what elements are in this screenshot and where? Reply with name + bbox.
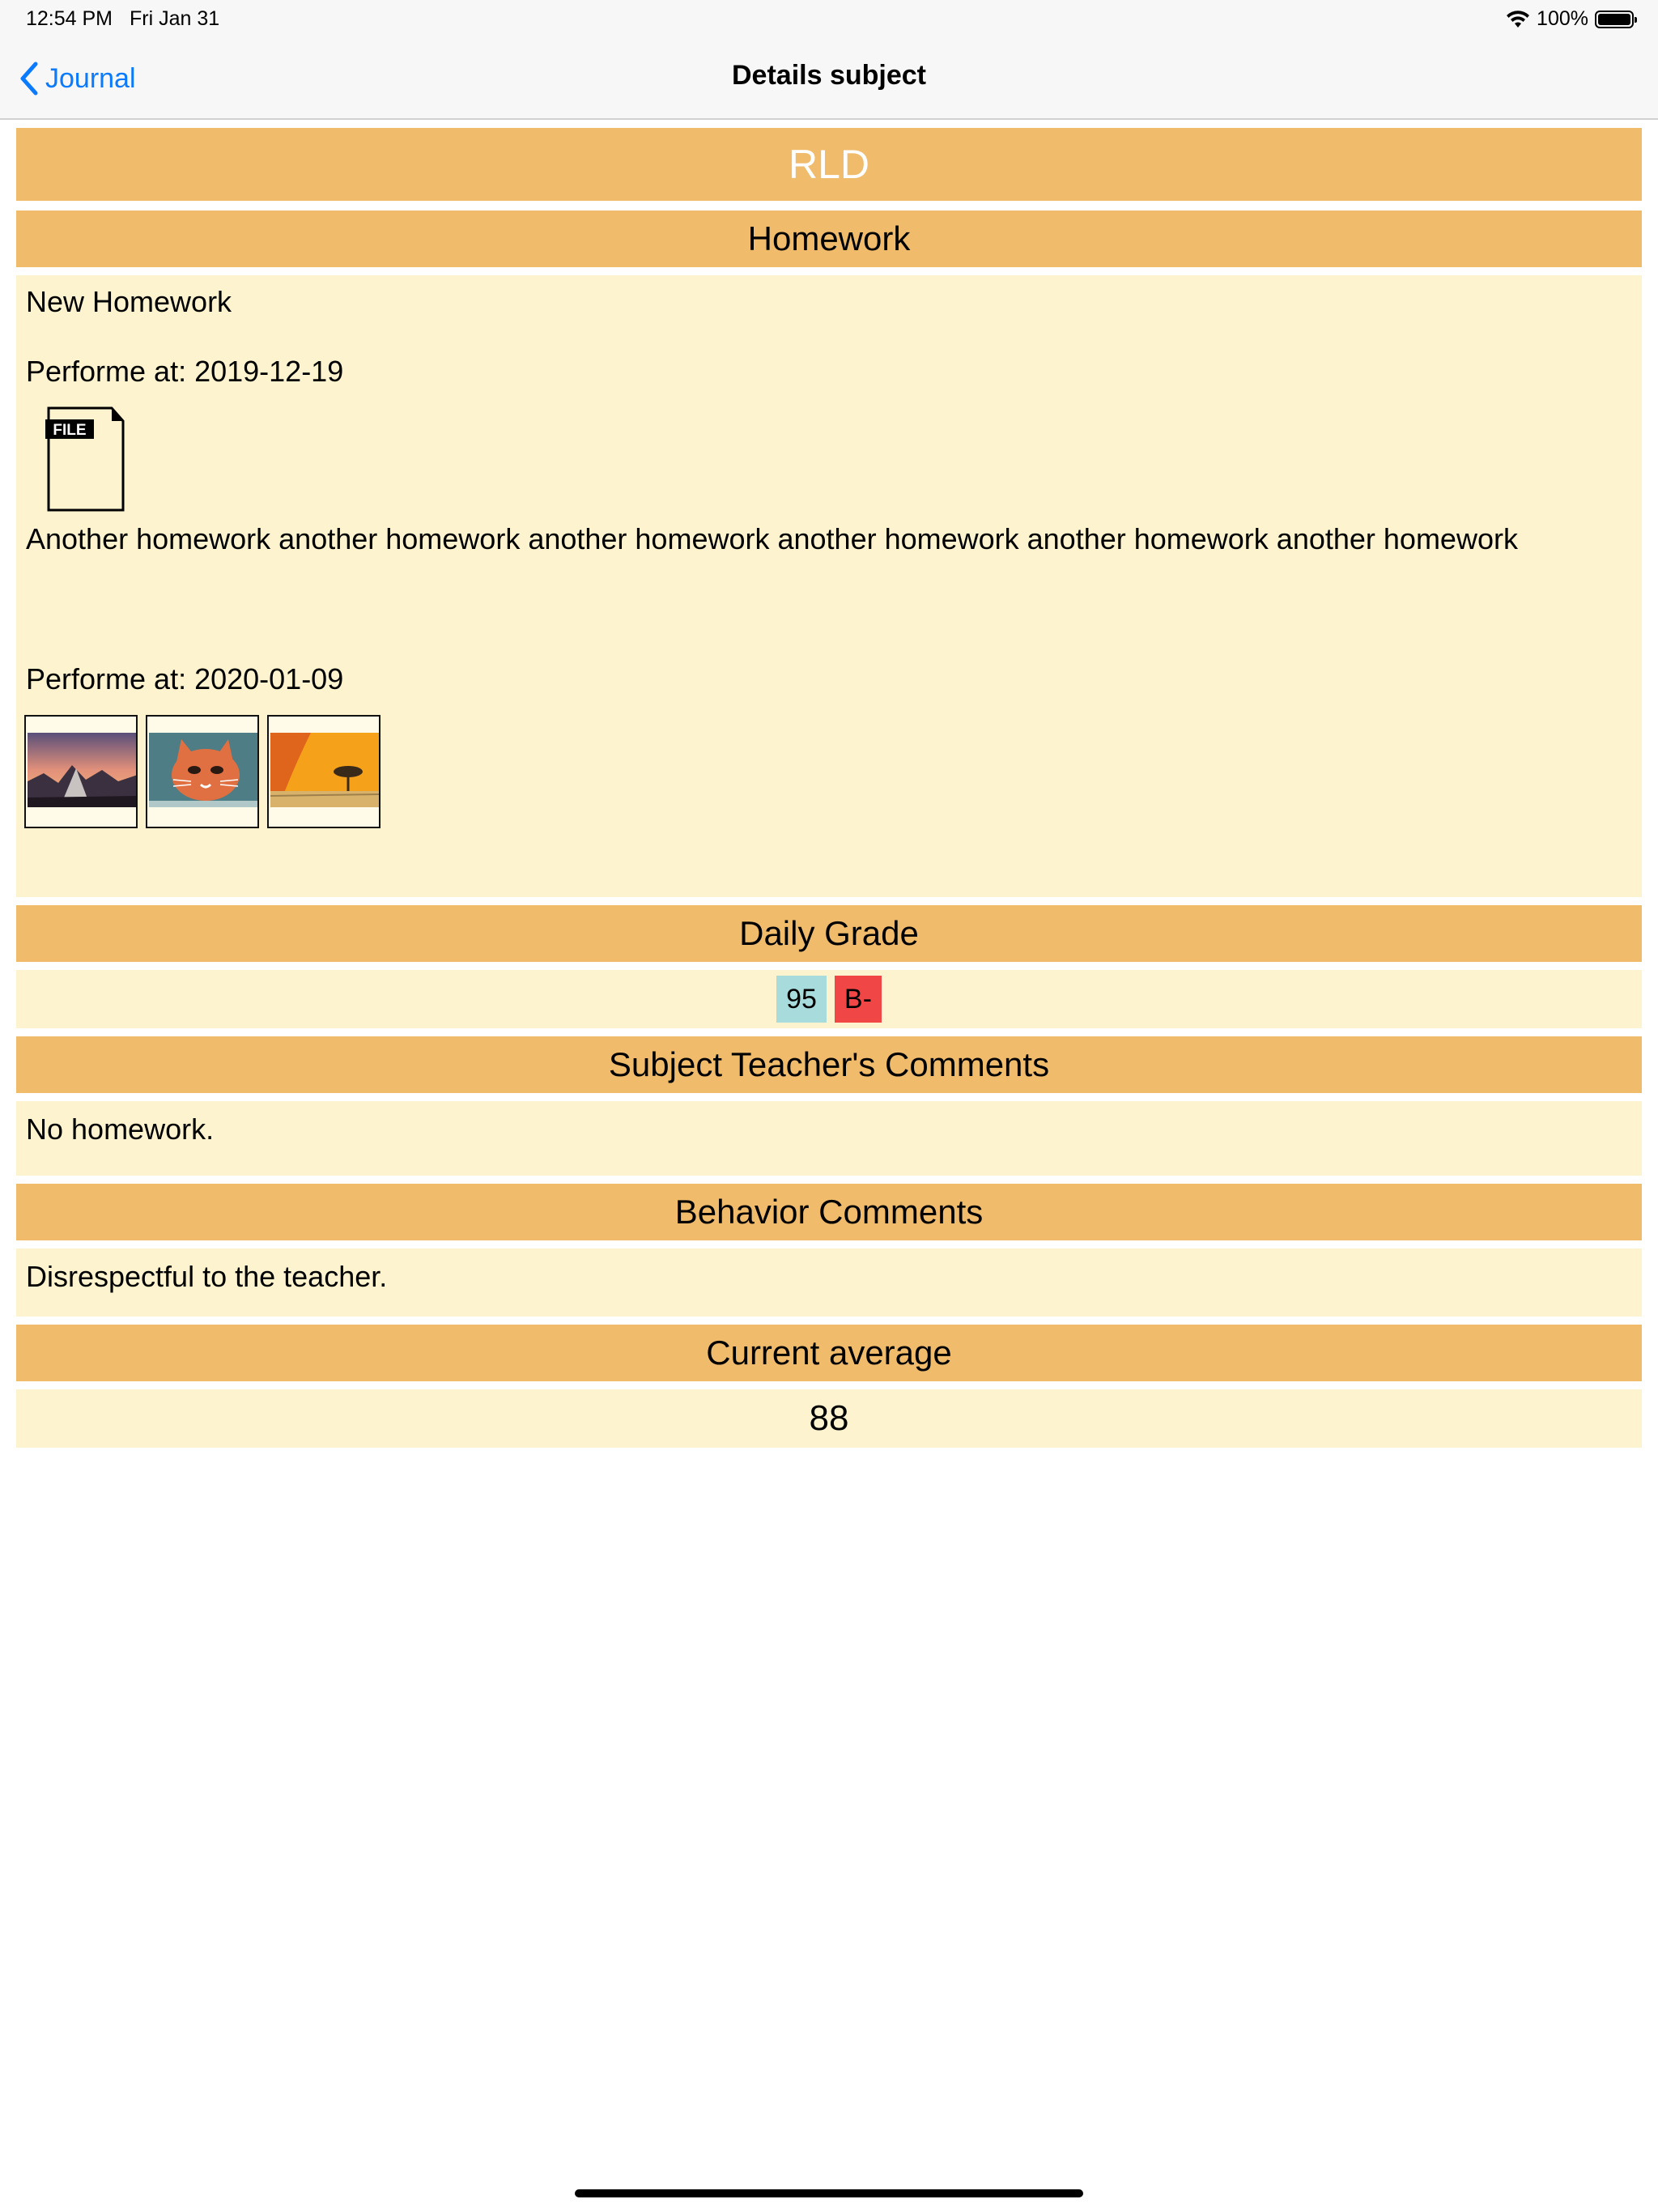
desert-tree-image xyxy=(270,733,380,807)
current-average-panel xyxy=(16,1389,1642,1448)
mountain-sunset-image xyxy=(28,733,138,807)
behavior-comments-header: Behavior Comments xyxy=(16,1184,1642,1240)
battery-percent: 100% xyxy=(1537,7,1588,30)
homework-description: Another homework another homework another homework another homework another homework another homework xyxy=(26,522,1518,555)
behavior-comment-text: Disrespectful to the teacher. xyxy=(26,1260,388,1293)
thumbnail-image[interactable] xyxy=(267,715,380,828)
thumbnail-image[interactable] xyxy=(146,715,259,828)
navigation-bar xyxy=(0,37,1658,120)
teacher-comment-text: No homework. xyxy=(26,1112,215,1146)
current-average-value: 88 xyxy=(809,1398,849,1438)
homework-header: Homework xyxy=(16,211,1642,267)
teacher-comments-panel xyxy=(16,1101,1642,1176)
daily-grade-header: Daily Grade xyxy=(16,905,1642,962)
cat-image xyxy=(149,733,259,807)
behavior-comments-panel xyxy=(16,1249,1642,1317)
teacher-comments-header: Subject Teacher's Comments xyxy=(16,1036,1642,1093)
thumbnail-image[interactable] xyxy=(24,715,138,828)
letter-grade-badge: B- xyxy=(835,976,882,1023)
file-icon xyxy=(45,405,126,513)
subject-details xyxy=(16,128,1642,1448)
wifi-icon xyxy=(1506,10,1530,29)
status-bar xyxy=(0,0,1658,37)
homework-panel xyxy=(16,275,1642,897)
home-indicator[interactable] xyxy=(575,2189,1083,2197)
homework-perform-date: Performe at: 2019-12-19 xyxy=(26,355,344,388)
numeric-grade-badge: 95 xyxy=(776,976,827,1023)
battery-icon xyxy=(1595,11,1634,28)
status-time: 12:54 PM xyxy=(26,7,113,30)
subject-name-header: RLD xyxy=(16,128,1642,201)
page-title: Details subject xyxy=(732,60,926,91)
file-attachment[interactable] xyxy=(45,405,126,521)
status-indicators xyxy=(1506,7,1634,31)
homework-perform-date: Performe at: 2020-01-09 xyxy=(26,662,344,696)
current-average-header: Current average xyxy=(16,1325,1642,1381)
status-date: Fri Jan 31 xyxy=(130,7,220,30)
homework-description: New Homework xyxy=(26,285,232,318)
back-button-label: Journal xyxy=(45,62,136,94)
daily-grade-panel xyxy=(16,970,1642,1028)
file-badge: FILE xyxy=(53,422,87,439)
